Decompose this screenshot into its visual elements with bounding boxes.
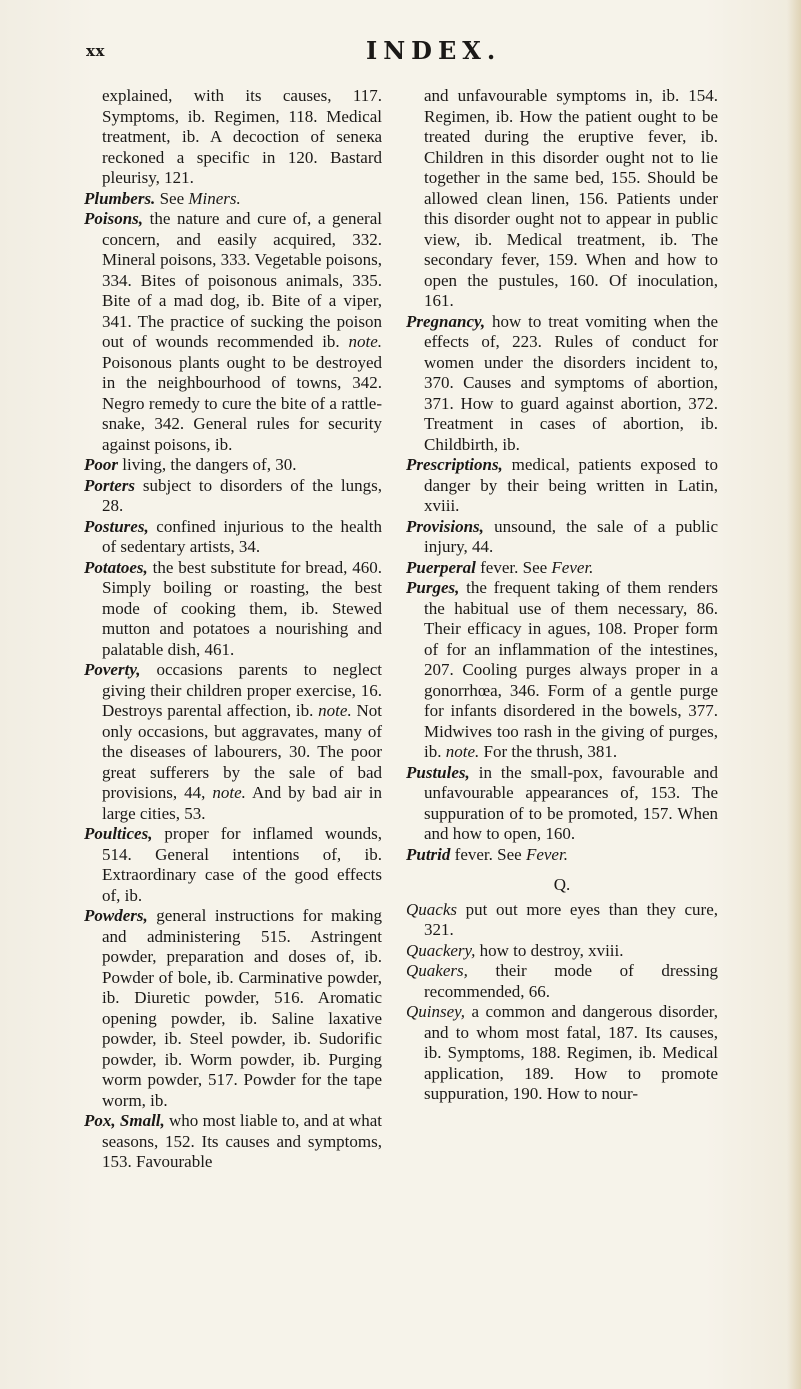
page-header	[86, 36, 712, 72]
entry-heading: Pustules,	[406, 762, 470, 782]
index-entry: Poisons, the nature and cure of, a general concern, and easily acquired, 332. Mineral poisons, 333. Vegetable poisons, 334. Bites of poisonous animals, 335. Bite of a mad dog, ib. Bite of a viper, 341. The practice of sucking the poison out of wounds recommended ib. note. Poisonous plants ought to be destroyed in the neighbourhood of towns, 342. Negro remedy to cure the bite of a rattle-snake, 342. General rules for security against poisons, ib.	[84, 209, 382, 454]
entry-heading: Potatoes,	[84, 557, 148, 577]
entry-heading: Postures,	[84, 516, 149, 536]
index-entry: Quacks put out more eyes than they cure, 321.	[406, 899, 719, 939]
index-entry: Puerperal fever. See Fever.	[406, 557, 594, 577]
index-entry: Putrid fever. See Fever.	[406, 844, 568, 864]
index-entry: Pustules, in the small-pox, favourable and unfavourable appearances of, 153. The suppuration of to be promoted, 157. When and how to open, 160.	[406, 762, 718, 843]
entry-heading: Powders,	[84, 906, 148, 925]
index-entry: Poverty, occasions parents to neglect giving their children proper exercise, 16. Destroys parental affection, ib. note. Not only occasions, but aggravates, many of the diseases of labourers, 30. The poor great sufferers by the sale of bad provisions, 44, note. And by bad air in large cities, 53.	[84, 660, 382, 823]
index-entry: Pregnancy, how to treat vomiting when the effects of, 223. Rules of conduct for women under the disorders incident to, 370. Causes and symptoms of abortion, 371. How to guard against abortion, 372. Treatment in cases of abortion, ib. Childbirth, ib.	[406, 311, 718, 454]
entry-heading: Quackery,	[406, 940, 476, 960]
index-entry: Porters subject to disorders of the lungs, 28.	[84, 475, 383, 515]
index-entry: Plumbers. See Miners.	[84, 188, 241, 208]
entry-heading: Quinsey,	[406, 1002, 466, 1021]
entry-heading: Pox, Small,	[84, 1111, 165, 1130]
index-entry: Poultices, proper for inflamed wounds, 514. General intentions of, ib. Extraordinary case of the good effects of, ib.	[84, 824, 382, 905]
entry-heading: Poor	[84, 455, 118, 474]
entry-heading: Poultices,	[84, 824, 153, 843]
index-entry: Poor living, the dangers of, 30.	[84, 455, 297, 474]
entry-heading: Quakers,	[406, 961, 468, 980]
entry-heading: Quacks	[406, 899, 457, 919]
index-entry: Potatoes, the best substitute for bread, 460. Simply boiling or roasting, the best mode of cooking them, ib. Stewed mutton and potatoes a nourishing and palatable dish, 461.	[84, 557, 382, 659]
index-entry: Purges, the frequent taking of them renders the habitual use of them necessary, 86. Their efficacy in agues, 108. Proper form of for an inflammation of the intestines, 207. Cooling purges always proper in a gonorrhœa, 346. Form of a gentle purge for infants disordered in the bowels, 377. Midwives too rash in the giving of purges, ib. note. For the thrush, 381.	[406, 578, 719, 761]
page-edge	[787, 0, 801, 1389]
index-entry: explained, with its causes, 117. Symptoms, ib. Regimen, 118. Medical treatment, ib. A decoction of senека reckoned a specific in 120. Bastard pleurisy, 121.	[102, 86, 382, 187]
entry-heading: Pregnancy,	[406, 311, 486, 331]
entry-heading: Putrid	[406, 844, 451, 864]
cross-reference: Fever.	[525, 844, 568, 864]
index-entry: Postures, confined injurious to the health of sedentary artists, 34.	[84, 516, 383, 556]
left-column	[84, 86, 382, 1173]
entry-heading: Prescriptions,	[406, 455, 503, 474]
cross-reference: Miners.	[188, 188, 241, 208]
running-head: INDEX.	[366, 36, 502, 65]
cross-reference: Fever.	[551, 557, 594, 577]
entry-heading: Puerperal	[406, 557, 476, 577]
note-marker: note.	[318, 701, 352, 720]
entry-heading: Porters	[84, 475, 135, 495]
entry-heading: Purges,	[406, 578, 460, 597]
note-marker: note.	[445, 742, 480, 761]
note-marker: note.	[348, 332, 382, 351]
note-marker: note.	[212, 783, 246, 802]
section-letter: Q.	[553, 875, 571, 894]
index-entry: Pox, Small, who most liable to, and at what seasons, 152. Its causes and symptoms, 153. Favourable	[84, 1111, 382, 1171]
index-entry: Provisions, unsound, the sale of a public injury, 44.	[406, 516, 719, 556]
page-number: xx	[86, 42, 105, 60]
entry-heading: Provisions,	[406, 516, 484, 536]
right-column	[406, 86, 718, 1105]
index-entry: Powders, general instructions for making and administering 515. Astringent powder, preparation and doses of, ib. Powder of bole, ib. Carminative powder, ib. Diuretic powder, 516. Aromatic opening powder, ib. Saline laxative powder, ib. Steel powder, ib. Sudorific powder, ib. Worm powder, ib. Purging worm powder, 517. Powder for the tape worm, ib.	[84, 906, 383, 1110]
index-entry: and unfavourable symptoms in, ib. 154. Regimen, ib. How the patient ought to be treated during the eruptive fever, ib. Children in this disorder ought not to lie together in the same bed, 155. Should be allowed clean linen, 156. Patients under this disorder ought not to appear in public view, ib. Medical treatment, ib. The secondary fever, 159. When and how to open the pustules, 160. Of inoculation, 161.	[424, 86, 718, 310]
index-entry: Prescriptions, medical, patients exposed to danger by their being written in Latin, xviii.	[406, 455, 718, 515]
index-entry: Quinsey, a common and dangerous disorder, and to whom most fatal, 187. Its causes, ib. Symptoms, 188. Regimen, ib. Medical application, 189. How to promote suppuration, 190. How to nour-	[406, 1002, 718, 1103]
entry-heading: Plumbers.	[84, 188, 156, 208]
index-entry: Quakers, their mode of dressing recommended, 66.	[406, 961, 719, 1001]
entry-heading: Poisons,	[84, 209, 144, 228]
entry-heading: Poverty,	[84, 660, 141, 679]
index-entry: Quackery, how to destroy, xviii.	[406, 940, 624, 960]
